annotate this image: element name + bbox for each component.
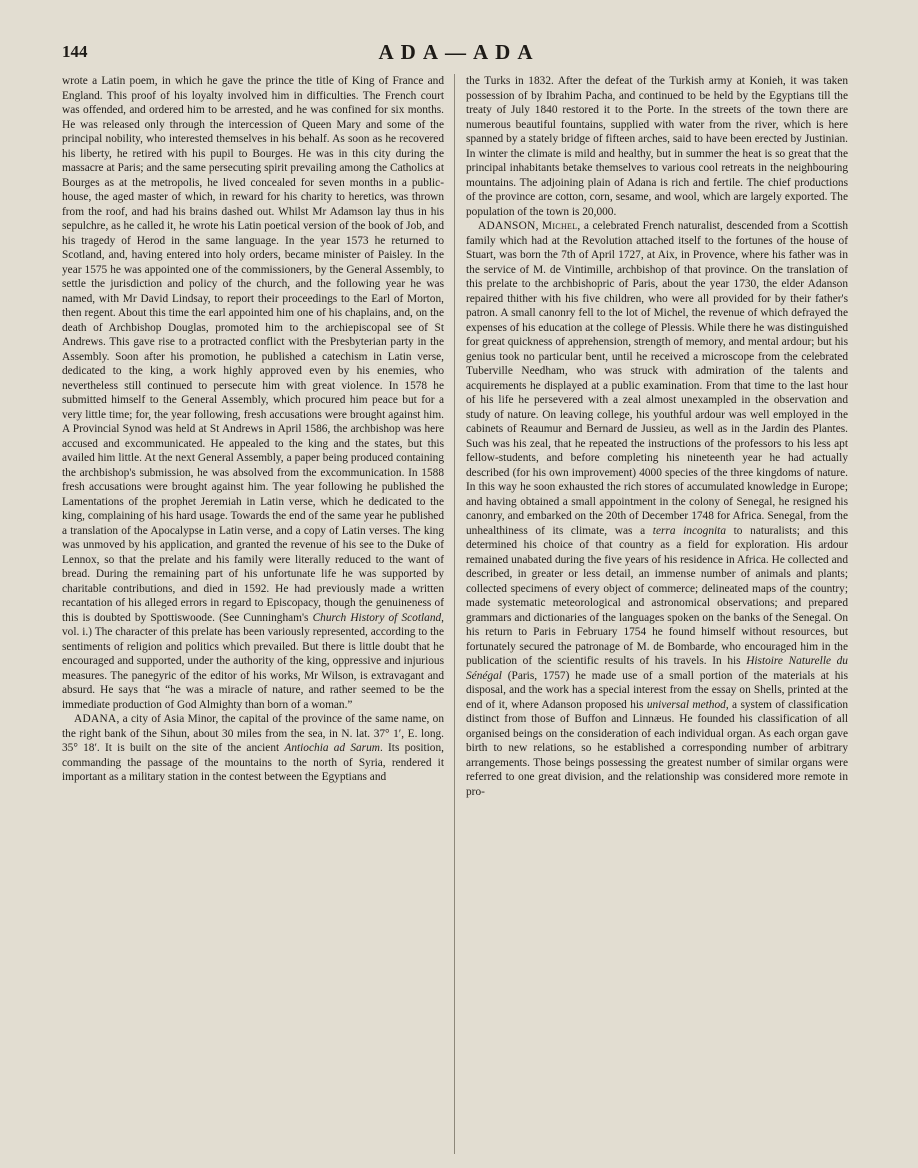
- adana-ancient-name: Antiochia ad Sarum: [284, 742, 380, 754]
- adanson-histoire-title: Histoire Naturelle du Sénégal: [466, 655, 848, 682]
- adana-headword: ADANA: [74, 713, 117, 725]
- left-column: [62, 74, 444, 1154]
- adamson-text-tail: , vol. i.) The character of this prelate has been variously represented, according to the sentiments of religion and politics which prevailed. But there is little doubt that he encouraged and supported, under the authority of the king, oppressive and injurious measures. The panegyric of the editor of his works, Mr Wilson, is extravagant and absurd. He says that “he was a miracle of nature, and rather seemed to be the immediate production of God Almighty than born of a woman.”: [62, 611, 444, 711]
- adana-article-continuation: the Turks in 1832. After the defeat of the Turkish army at Konieh, it was taken possession of by Ibrahim Pacha, and continued to be held by the Egyptians till the treaty of July 1840 restored it to the Porte. In the streets of the town there are numerous beautiful fountains, supplied with water from the river, which is here spanned by a stately bridge of fifteen arches, said to have been erected by Justinian. In winter the climate is mild and healthy, but in summer the heat is so great that the principal inhabitants betake themselves to various cool retreats in the neighbouring mountains. The adjoining plain of Adana is rich and fertile. The chief productions of the province are cotton, corn, sesame, and wool, which are largely exported. The population of the town is 20,000.: [466, 75, 848, 218]
- page-number: 144: [62, 42, 88, 61]
- adana-text: , a city of Asia Minor, the capital of the province of the same name, on the right bank of the Sihun, about 30 miles from the sea, in N. lat. 37° 1′, E. long. 35° 18′. It is built on the site of the ancient: [62, 713, 444, 754]
- adanson-text-4: , a system of classification distinct from those of Buffon and Linnæus. He founded his classification of all organised beings on the consideration of each individual organ. As each organ gave birth to new relations, so he established a corresponding number of arbitrary arrangements. Those beings possessing the greatest number of similar organs were referred to one great division, and the relationship was considered more remote in pro-: [466, 698, 848, 798]
- adanson-headword: ADANSON: [478, 220, 536, 232]
- running-head: [62, 40, 856, 64]
- adana-article: [62, 712, 444, 785]
- adana-text-continued: . Its position, commanding the passage of the mountains to the north of Syria, rendered it important as a military station in the contest between the Egyptians and: [62, 742, 444, 783]
- adanson-forename: Michel: [541, 220, 578, 232]
- adanson-text-1: , a celebrated French naturalist, descended from a Scottish family which had at the Revolution attached itself to the fortunes of the house of Stuart, was born the 7th of April 1727, at Aix, in Provence, where his father was in the service of M. de Vintimille, archbishop of that province. On the translation of this prelate to the archbishopric of Paris, about the year 1730, the elder Adanson repaired thither with his five children, who were all provided for by their father's patron. A small canonry fell to the lot of Michel, the revenue of which defrayed the expenses of his education at the college of Plessis. While there he was distinguished for great quickness of apprehension, strength of memory, and mental ardour; but his genius took no particular bent, until he received a microscope from the celebrated Tuberville Needham, who was struck with admiration of the talents and acquirements he displayed at a public examination. From that time to the last hour of his life he persevered with a zeal almost unexampled in the observation and study of nature. On leaving college, his youthful ardour was well employed in the cabinets of Reaumur and Bernard de Jussieu, as well as in the Jardin des Plantes. Such was his zeal, that he repeated the instructions of the professors to his less apt fellow-students, and before completing his nineteenth year he had actually described (for his own improvement) 4000 species of the three kingdoms of nature. In this way he soon exhausted the rich stores of accumulated knowledge in Europe; and having obtained a small appointment in the colony of Senegal, he resigned his canonry, and embarked on the 20th of December 1748 for Africa. Senegal, from the unhealthiness of its climate, was a: [466, 220, 848, 537]
- adanson-universal-method: universal method: [646, 698, 726, 711]
- adamson-ref-title: Church History of Scotland: [312, 611, 442, 624]
- adanson-terra-incognita: terra incognita: [652, 524, 726, 537]
- adamson-article-continuation: [62, 74, 444, 712]
- adanson-text-3: (Paris, 1757) he made use of a small portion of the materials at his disposal, and the work has a special interest from the essay on Shells, printed at the end of it, where Adanson proposed his: [466, 669, 848, 711]
- column-divider: [454, 74, 455, 1154]
- adamson-text: wrote a Latin poem, in which he gave the prince the title of King of France and England. This proof of his loyalty involved him in difficulties. The French court was offended, and ordered him to be arrested, and he was confined for six months. He was released only through the intercession of Queen Mary and some of the principal nobility, who interested themselves in his behalf. As soon as he recovered his liberty, he retired with his pupil to Bourges. He was in this city during the massacre at Paris; and the same persecuting spirit prevailing among the Catholics at Bourges as at the metropolis, he lived concealed for seven months in a public-house, the aged master of which, in reward for his charity to heretics, was thrown from the roof, and had his brains dashed out. Whilst Mr Adamson lay thus in his sepulchre, as he called it, he wrote his Latin poetical version of the book of Job, and his tragedy of Herod in the same language. In the year 1573 he returned to Scotland, and, having entered into holy orders, became minister of Paisley. In the year 1575 he was appointed one of the commissioners, by the General Assembly, to settle the jurisdiction and policy of the church, and the following year he was named, with Mr David Lindsay, to report their proceedings to the Earl of Morton, then regent. About this time the earl appointed him one of his chaplains, and, on the death of Archbishop Douglas, promoted him to the archiepiscopal see of St Andrews. This gave rise to a protracted conflict with the Presbyterian party in the Assembly. Soon after his promotion, he published a catechism in Latin verse, dedicated to the king, a work highly approved even by his enemies, who nevertheless still continued to persecute him with great violence. In 1578 he submitted himself to the General Assembly, which procured him peace but for a very little time; for, the year following, fresh accusations were brought against him. A Provincial Synod was held at St Andrews in April 1586, the archbishop was here accused and excommunicated. He appealed to the king and the states, but this availed him little. At the next General Assembly, a paper being produced containing the archbishop's submission, he was absolved from the excommunication. In 1588 fresh accusations were brought against him. The year following he published the Lamentations of the prophet Jeremiah in Latin verse, which he dedicated to the king, complaining of his hard usage. Towards the end of the same year he published a translation of the Apocalypse in Latin verse, and a copy of Latin verses. The king was unmoved by his application, and granted the revenue of his see to the Duke of Lennox, so that the prelate and his family were literally reduced to the want of bread. During the remaining part of his unfortunate life he was supported by charitable contributions, and died in 1592. He had previously made a written recantation of his alleged errors in regard to Episcopacy, though the genuineness of this is doubted by Spottiswoode. (See Cunningham's: [62, 75, 444, 624]
- right-column: [466, 74, 848, 1154]
- adanson-text-2: to naturalists; and this determined his choice of that country as a field for exploration. His ardour remained unabated during the five years of his residence in Africa. He collected and described, in greater or less detail, an immense number of animals and plants; collected specimens of every object of commerce; delineated maps of the country; made systematic meteorological and astronomical observations; and prepared grammars and dictionaries of the languages spoken on the banks of the Senegal. On his return to Paris in February 1754 he found himself without resources, but fortunately secured the patronage of M. de Bombarde, who encouraged him in the publication of the scientific results of his travels. In his: [466, 524, 848, 667]
- adanson-article: ADANSON, Michel, a celebrated French naturalist, descended from a Scottish family which had at the Revolution attached itself to the fortunes of the house of Stuart, was born the 7th of April 1727, at Aix, in Provence, where his father was in the service of M. de Vintimille, archbishop of that province. On the translation of this prelate to the archbishopric of Paris, about the year 1730, the elder Adanson repaired thither with his five children, who were all provided for by their father's patron. A small canonry fell to the lot of Michel, the revenue of which defrayed the expenses of his education at the college of Plessis. While there he was distinguished for great quickness of apprehension, strength of memory, and mental ardour; but his genius took no particular bent, until he received a microscope from the celebrated Tuberville Needham, who was struck with admiration of the talents and acquirements he displayed at a public examination. From that time to the last hour of his life he persevered with a zeal almost unexampled in the observation and study of nature. On leaving college, his youthful ardour was well employed in the cabinets of Reaumur and Bernard de Jussieu, as well as in the Jardin des Plantes. Such was his zeal, that he repeated the instructions of the professors to his less apt fellow-students, and before completing his nineteenth year he had actually described (for his own improvement) 4000 species of the three kingdoms of nature. In this way he soon exhausted the rich stores of accumulated knowledge in Europe; and having obtained a small appointment in the colony of Senegal, he resigned his canonry, and embarked on the 20th of December 1748 for Africa. Senegal, from the unhealthiness of its climate, was a terra incognita to naturalists; and this determined his choice of that country as a field for exploration. His ardour remained unabated during the five years of his residence in Africa. He collected and described, in greater or less detail, an immense number of animals and plants; collected specimens of every object of commerce; delineated maps of the country; made systematic meteorological and astronomical observations; and prepared grammars and dictionaries of the languages spoken on the banks of the Senegal. On his return to Paris in February 1754 he found himself without resources, but fortunately secured the patronage of M. de Bombarde, who encouraged him in the publication of the scientific results of his travels. In his Histoire Naturelle du Sénégal (Paris, 1757) he made use of a small portion of the materials at his disposal, and the work has a special interest from the essay on Shells, printed at the end of it, where Adanson proposed his universal method, a system of classification distinct from those of Buffon and Linnæus. He founded his classification of all organised beings on the consideration of each individual organ. As each organ gave birth to new relations, so he established a corresponding number of arbitrary arrangements. Those beings possessing the greatest number of similar organs were referred to one great division, and the relationship was considered more remote in pro-: [466, 220, 848, 798]
- running-head-title: ADA—ADA: [378, 40, 540, 64]
